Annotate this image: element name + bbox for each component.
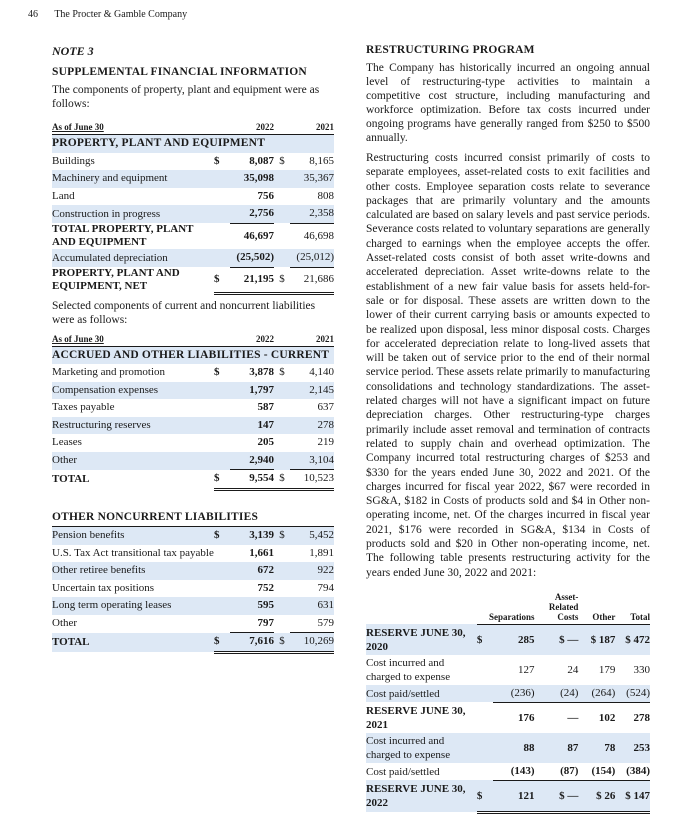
- row-value-2021: 21,686: [290, 267, 334, 293]
- row-currency-separations: $: [477, 624, 493, 655]
- note-title: SUPPLEMENTAL FINANCIAL INFORMATION: [52, 66, 307, 78]
- row-currency-2022: [214, 399, 230, 417]
- row-currency-2022: $: [214, 527, 230, 545]
- row-other: 179: [598, 663, 616, 676]
- row-value-2022: 46,697: [243, 229, 274, 242]
- row-separations: 176: [518, 711, 535, 724]
- row-value-2022: 595: [230, 597, 274, 615]
- row-currency-2022: [214, 562, 230, 580]
- row-currency-2021: $: [274, 633, 290, 653]
- table-row: [52, 527, 334, 545]
- row-label: Machinery and equipment: [52, 170, 214, 188]
- table-row: [366, 702, 650, 733]
- row-asset-related: 87: [535, 733, 579, 763]
- row-asset-related: $ —: [535, 780, 579, 812]
- table-row: [52, 267, 334, 293]
- row-asset-related: 24: [567, 663, 579, 676]
- row-asset-related: —: [567, 711, 579, 724]
- table-row: [52, 417, 334, 435]
- ppe-intro: The components of property, plant and equipment were as follows:: [52, 84, 320, 110]
- row-label: Land: [52, 189, 75, 202]
- row-currency-2021: [274, 223, 290, 249]
- row-currency-2021: $: [279, 154, 285, 167]
- row-other: (154): [578, 763, 615, 781]
- table-row: [52, 249, 334, 267]
- accrued-section-title: ACCRUED AND OTHER LIABILITIES - CURRENT: [52, 346, 334, 364]
- row-currency-2021: [274, 249, 290, 267]
- accrued-as-of: As of June 30: [52, 333, 104, 344]
- ppe-as-of: As of June 30: [52, 122, 104, 132]
- row-label: Uncertain tax positions: [52, 581, 155, 594]
- table-row: [366, 733, 650, 763]
- ppe-rows: [52, 153, 334, 294]
- restructuring-title: RESTRUCTURING PROGRAM: [366, 44, 535, 56]
- row-value-2022: 3,139: [230, 527, 274, 545]
- row-currency-2022: $: [214, 633, 230, 653]
- row-label: Buildings: [52, 154, 95, 167]
- table-row: [52, 580, 334, 598]
- row-currency-2022: $: [214, 267, 230, 293]
- row-value-2021: 3,104: [290, 452, 334, 470]
- row-separations: 88: [493, 733, 535, 763]
- row-currency-2022: [214, 205, 230, 223]
- row-label: Other: [52, 452, 214, 470]
- table-row: [52, 205, 334, 223]
- row-label: Taxes payable: [52, 401, 115, 414]
- row-currency-2022: $: [214, 154, 220, 167]
- row-total: 253: [615, 733, 650, 763]
- row-label: RESERVE JUNE 30, 2021: [366, 704, 466, 731]
- row-value-2022: 3,878: [249, 366, 274, 379]
- row-currency-2022: $: [214, 470, 230, 490]
- table-row: [52, 562, 334, 580]
- row-currency-separations: [477, 763, 493, 781]
- row-separations: 127: [518, 663, 535, 676]
- row-separations: (143): [493, 763, 535, 781]
- row-value-2022: 35,098: [230, 170, 274, 188]
- row-label: TOTAL PROPERTY, PLANT AND EQUIPMENT: [52, 223, 194, 248]
- row-value-2022: 2,756: [230, 205, 274, 223]
- row-value-2022: 147: [230, 417, 274, 435]
- row-label: Cost paid/settled: [366, 765, 440, 778]
- accrued-column-header: [52, 333, 334, 347]
- table-row: [366, 763, 650, 781]
- row-currency-2022: [214, 545, 230, 563]
- row-label: TOTAL: [52, 472, 90, 485]
- table-row: [366, 780, 650, 812]
- row-currency-2022: [214, 223, 230, 249]
- row-label: Long term operating leases: [52, 597, 214, 615]
- row-label: Other retiree benefits: [52, 562, 214, 580]
- row-currency-2021: [274, 170, 290, 188]
- row-value-2022: 7,616: [230, 633, 274, 653]
- row-separations: 285: [493, 624, 535, 655]
- row-currency-2021: [274, 615, 290, 633]
- row-currency-2021: $: [274, 267, 290, 293]
- row-value-2021: 10,269: [290, 633, 334, 653]
- col-asset-related-label: Asset-Related Costs: [548, 591, 579, 622]
- row-currency-separations: [477, 655, 493, 685]
- table-row: [52, 170, 334, 188]
- row-other: 102: [598, 711, 616, 724]
- note-label: NOTE 3: [52, 44, 94, 58]
- row-currency-2022: [214, 615, 230, 633]
- col-other: Other: [578, 592, 615, 625]
- row-value-2022: 2,940: [230, 452, 274, 470]
- row-value-2022: 752: [257, 581, 274, 594]
- noncurrent-section-title: OTHER NONCURRENT LIABILITIES: [52, 509, 334, 527]
- row-currency-2021: [274, 188, 290, 206]
- table-row: [366, 655, 650, 685]
- row-currency-separations: $: [477, 780, 493, 812]
- liabilities-intro: Selected components of current and noncurrent liabilities were as follows:: [52, 299, 316, 326]
- row-value-2021: (25,012): [290, 249, 334, 267]
- row-value-2021: 10,523: [290, 470, 334, 490]
- row-value-2021: 922: [290, 562, 334, 580]
- table-row: [52, 615, 334, 633]
- row-label: Accumulated depreciation: [52, 249, 214, 267]
- ppe-table: [52, 121, 334, 295]
- table-row: [52, 434, 334, 452]
- restructuring-column-header: [366, 592, 650, 625]
- row-value-2021: 2,145: [290, 382, 334, 400]
- table-row: [52, 188, 334, 206]
- ppe-col-2021: 2021: [316, 122, 334, 132]
- restructuring-para-1: The Company has historically incurred an ongoing annual level of restructuring-type activities to maintain a competitive cost structure, including manufacturing and workforce optimization. Before tax costs incurred under ongoing programs have generally ranged from $250 to $500 annually.: [366, 62, 650, 144]
- row-value-2022: 8,087: [249, 154, 274, 167]
- row-value-2021: 808: [317, 189, 334, 202]
- restructuring-table: [366, 592, 650, 814]
- company-name: The Procter & Gamble Company: [54, 9, 188, 20]
- row-value-2021: 794: [317, 581, 334, 594]
- table-row: [52, 470, 334, 490]
- row-total: (384): [615, 763, 650, 781]
- row-currency-2021: [274, 545, 290, 563]
- row-value-2022: 9,554: [230, 470, 274, 490]
- row-total: $ 147: [615, 780, 650, 812]
- row-asset-related: (24): [535, 685, 579, 703]
- ppe-col-2022: 2022: [256, 122, 274, 132]
- row-currency-2022: [214, 417, 230, 435]
- row-label: Marketing and promotion: [52, 366, 166, 379]
- row-asset-related: $ —: [535, 624, 579, 655]
- row-currency-2021: [274, 417, 290, 435]
- row-value-2021: 278: [290, 417, 334, 435]
- row-label: Cost incurred and charged to expense: [366, 656, 451, 683]
- restructuring-para-2: Restructuring costs incurred consist primarily of costs to separate employees, asset-related costs to exit facilities and other costs. Employee separation costs relate to severance packages that are primarily voluntary and the amounts calculated are based on salary levels and past service periods. Severance costs related to voluntary separations are generally charged to earnings when the employee accepts the offer. Asset-related costs consist of both asset write-downs and accelerated depreciation. Asset write-downs relate to the establishment of a new fair value basis for assets held-for-sale or for disposal. These assets are written down to the lower of their current carrying basis or amounts expected to be realized upon disposal, less minor disposal costs. Charges for accelerated depreciation relate to long-lived assets that will be taken out of service prior to the end of their normal service period. These assets relate primarily to manufacturing consolidations and technology standardizations. The asset-related charges will not have a significant impact on future depreciation charges. Other restructuring-type charges primarily include asset removal and termination of contracts related to supply chain and overhead optimization. The Company incurred total restructuring charges of $253 and $330 for the years ended June 30, 2022 and 2021. Of the charges incurred for fiscal year 2022, $67 were recorded in SG&A, $182 in Costs of products sold and $4 in Other non-operating income, net. Of the charges incurred in fiscal year 2021, $176 were recorded in SG&A, $134 in Costs of products sold and $20 in Other non-operating income, net. The following table presents restructuring activity for the years ended June 30, 2022 and 2021:: [366, 152, 650, 579]
- row-other: $ 187: [578, 624, 615, 655]
- row-currency-2022: [214, 188, 230, 206]
- row-separations: 121: [493, 780, 535, 812]
- row-label: Cost paid/settled: [366, 685, 477, 703]
- row-value-2021: 4,140: [309, 366, 334, 379]
- row-value-2022: 672: [230, 562, 274, 580]
- accrued-col-2021: 2021: [316, 333, 334, 344]
- row-currency-2021: [274, 399, 290, 417]
- table-row: [366, 685, 650, 703]
- row-label: PROPERTY, PLANT AND EQUIPMENT, NET: [52, 267, 180, 292]
- table-row: [52, 382, 334, 400]
- left-column: [52, 44, 334, 654]
- row-currency-2022: $: [214, 366, 220, 379]
- row-total: $ 472: [615, 624, 650, 655]
- row-separations: (236): [493, 685, 535, 703]
- row-value-2022: 756: [257, 189, 274, 202]
- table-row: [366, 624, 650, 655]
- row-currency-2021: $: [279, 366, 285, 379]
- table-row: [52, 633, 334, 653]
- row-value-2021: 2,358: [290, 205, 334, 223]
- col-total: Total: [615, 592, 650, 625]
- row-other: (264): [578, 685, 615, 703]
- row-value-2022: 587: [257, 401, 274, 414]
- col-asset-related: [535, 592, 579, 625]
- row-value-2022: 1,797: [230, 382, 274, 400]
- row-currency-2021: [274, 434, 290, 452]
- accrued-rows: [52, 364, 334, 489]
- row-currency-2022: [214, 434, 230, 452]
- row-value-2022: 1,661: [249, 546, 274, 559]
- accrued-col-2022: 2022: [256, 333, 274, 344]
- row-value-2021: 8,165: [309, 154, 334, 167]
- right-column: [366, 44, 650, 814]
- col-separations: Separations: [477, 592, 535, 625]
- row-label: Construction in progress: [52, 205, 214, 223]
- row-value-2021: 219: [317, 436, 334, 449]
- row-value-2022: (25,502): [230, 249, 274, 267]
- row-currency-2022: [214, 382, 230, 400]
- row-value-2021: 35,367: [290, 170, 334, 188]
- table-row: [52, 364, 334, 382]
- row-currency-2022: [214, 452, 230, 470]
- restructuring-rows: [366, 624, 650, 812]
- row-currency-separations: [477, 702, 493, 733]
- row-other: 78: [578, 733, 615, 763]
- ppe-section-title: PROPERTY, PLANT AND EQUIPMENT: [52, 135, 334, 153]
- accrued-table: [52, 333, 334, 491]
- noncurrent-rows: [52, 527, 334, 653]
- row-label: Restructuring reserves: [52, 417, 214, 435]
- row-label: RESERVE JUNE 30, 2020: [366, 624, 477, 655]
- row-currency-separations: [477, 685, 493, 703]
- row-currency-2021: [274, 452, 290, 470]
- row-value-2021: 579: [290, 615, 334, 633]
- row-other: $ 26: [578, 780, 615, 812]
- row-value-2021: 631: [290, 597, 334, 615]
- row-value-2021: 46,698: [303, 229, 334, 242]
- ppe-column-header: [52, 121, 334, 135]
- row-currency-2021: [274, 597, 290, 615]
- table-row: [52, 545, 334, 563]
- noncurrent-table: [52, 509, 334, 654]
- page-number: 46: [28, 9, 38, 20]
- row-value-2022: 205: [257, 436, 274, 449]
- row-label: U.S. Tax Act transitional tax payable: [52, 546, 214, 559]
- row-label: Other: [52, 617, 78, 629]
- row-label: RESERVE JUNE 30, 2022: [366, 780, 477, 812]
- row-currency-2021: [274, 580, 290, 598]
- row-label: TOTAL: [52, 633, 214, 653]
- page-header: [28, 9, 187, 20]
- row-total: 278: [633, 711, 650, 724]
- row-currency-2022: [214, 170, 230, 188]
- row-currency-2021: [274, 205, 290, 223]
- table-row: [52, 153, 334, 171]
- table-row: [52, 452, 334, 470]
- row-currency-separations: [477, 733, 493, 763]
- row-value-2022: 21,195: [230, 267, 274, 293]
- row-total: (524): [615, 685, 650, 703]
- table-row: [52, 399, 334, 417]
- row-label: Pension benefits: [52, 527, 214, 545]
- row-currency-2022: [214, 597, 230, 615]
- row-value-2022: 797: [230, 615, 274, 633]
- table-row: [52, 223, 334, 249]
- row-currency-2021: $: [274, 527, 290, 545]
- row-total: 330: [633, 663, 650, 676]
- row-currency-2022: [214, 580, 230, 598]
- row-label: Leases: [52, 436, 82, 449]
- row-asset-related: (87): [535, 763, 579, 781]
- row-currency-2021: [274, 382, 290, 400]
- row-currency-2022: [214, 249, 230, 267]
- row-value-2021: 1,891: [309, 546, 334, 559]
- row-value-2021: 5,452: [290, 527, 334, 545]
- table-row: [52, 597, 334, 615]
- row-label: Compensation expenses: [52, 382, 214, 400]
- row-label: Cost incurred and charged to expense: [366, 733, 477, 763]
- row-currency-2021: $: [274, 470, 290, 490]
- row-currency-2021: [274, 562, 290, 580]
- row-value-2021: 637: [317, 401, 334, 414]
